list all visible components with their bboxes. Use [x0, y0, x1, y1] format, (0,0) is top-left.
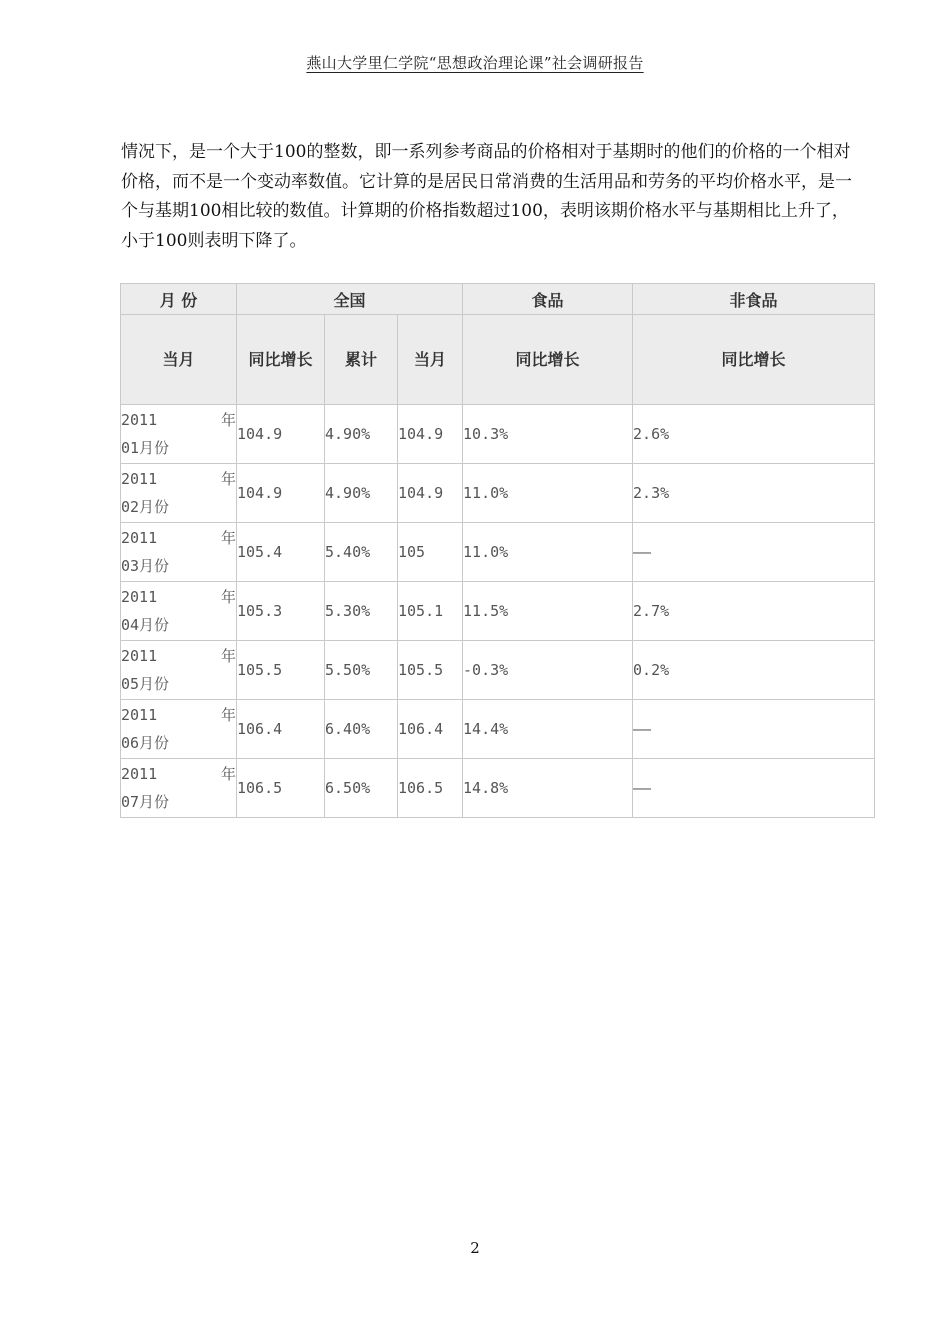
nonfood-cell: —— [633, 700, 875, 759]
month-text: 06月份 [121, 734, 170, 752]
year-unit: 年 [220, 765, 236, 783]
year-text: 2011 [121, 411, 158, 429]
yoy-cell: 105.4 [237, 523, 325, 582]
nonfood-cell: —— [633, 523, 875, 582]
table-row [121, 464, 875, 523]
food-cell: 10.3% [463, 405, 633, 464]
table-row [121, 523, 875, 582]
yoy-cell: 105.5 [237, 641, 325, 700]
year-unit: 年 [220, 470, 236, 488]
year-text: 2011 [121, 529, 158, 547]
cumulative-cell: 4.90% [325, 464, 398, 523]
cumulative-cell: 4.90% [325, 405, 398, 464]
yoy-cell: 105.3 [237, 582, 325, 641]
nonfood-cell: 0.2% [633, 641, 875, 700]
month-text: 02月份 [121, 498, 170, 516]
nonfood-cell: 2.6% [633, 405, 875, 464]
food-cell: 11.0% [463, 464, 633, 523]
month-cell [121, 523, 237, 582]
cumulative-cell: 6.40% [325, 700, 398, 759]
subheader-month: 当月 [121, 315, 237, 405]
page-header [0, 52, 950, 73]
month-text: 07月份 [121, 793, 170, 811]
table-row [121, 405, 875, 464]
current-cell: 105.1 [398, 582, 463, 641]
month-cell [121, 700, 237, 759]
current-cell: 106.4 [398, 700, 463, 759]
month-text: 04月份 [121, 616, 170, 634]
year-text: 2011 [121, 647, 158, 665]
current-cell: 104.9 [398, 464, 463, 523]
month-text: 05月份 [121, 675, 170, 693]
year-text: 2011 [121, 765, 158, 783]
nonfood-cell: —— [633, 759, 875, 818]
nonfood-cell: 2.7% [633, 582, 875, 641]
current-cell: 105.5 [398, 641, 463, 700]
food-cell: 11.5% [463, 582, 633, 641]
month-text: 03月份 [121, 557, 170, 575]
yoy-cell: 104.9 [237, 464, 325, 523]
subheader-yoy: 同比增长 [237, 315, 325, 405]
year-unit: 年 [220, 588, 236, 606]
yoy-cell: 104.9 [237, 405, 325, 464]
header-food: 食品 [463, 284, 633, 315]
year-unit: 年 [220, 411, 236, 429]
nonfood-cell: 2.3% [633, 464, 875, 523]
subheader-cumulative: 累计 [325, 315, 398, 405]
sub-header-row [121, 315, 875, 405]
header-month: 月 份 [121, 284, 237, 315]
year-text: 2011 [121, 470, 158, 488]
food-cell: 11.0% [463, 523, 633, 582]
table-row [121, 582, 875, 641]
cumulative-cell: 5.50% [325, 641, 398, 700]
year-unit: 年 [220, 647, 236, 665]
subheader-nonfood-yoy: 同比增长 [633, 315, 875, 405]
food-cell: 14.4% [463, 700, 633, 759]
yoy-cell: 106.4 [237, 700, 325, 759]
food-cell: -0.3% [463, 641, 633, 700]
month-cell [121, 464, 237, 523]
page-number: 2 [470, 1239, 480, 1257]
cpi-table [120, 283, 875, 818]
cumulative-cell: 6.50% [325, 759, 398, 818]
table-row [121, 700, 875, 759]
yoy-cell: 106.5 [237, 759, 325, 818]
food-cell: 14.8% [463, 759, 633, 818]
current-cell: 106.5 [398, 759, 463, 818]
body-paragraph: 情况下，是一个大于100的整数，即一系列参考商品的价格相对于基期时的他们的价格的一个相对价格，而不是一个变动率数值。它计算的是居民日常消费的生活用品和劳务的平均价格水平，是一个与基期100相比较的数值。计算期的价格指数超过100，表明该期价格水平与基期相比上升了，小于100则表明下降了。 [121, 142, 852, 251]
table-row [121, 759, 875, 818]
month-cell [121, 759, 237, 818]
header-national: 全国 [237, 284, 463, 315]
cumulative-cell: 5.30% [325, 582, 398, 641]
month-text: 01月份 [121, 439, 170, 457]
current-cell: 104.9 [398, 405, 463, 464]
report-title: 燕山大学里仁学院“思想政治理论课”社会调研报告 [306, 54, 644, 72]
year-unit: 年 [220, 529, 236, 547]
month-cell [121, 641, 237, 700]
subheader-current: 当月 [398, 315, 463, 405]
group-header-row [121, 284, 875, 315]
header-nonfood: 非食品 [633, 284, 875, 315]
current-cell: 105 [398, 523, 463, 582]
cumulative-cell: 5.40% [325, 523, 398, 582]
month-cell [121, 582, 237, 641]
year-text: 2011 [121, 706, 158, 724]
subheader-food-yoy: 同比增长 [463, 315, 633, 405]
year-unit: 年 [220, 706, 236, 724]
year-text: 2011 [121, 588, 158, 606]
table-row [121, 641, 875, 700]
month-cell [121, 405, 237, 464]
